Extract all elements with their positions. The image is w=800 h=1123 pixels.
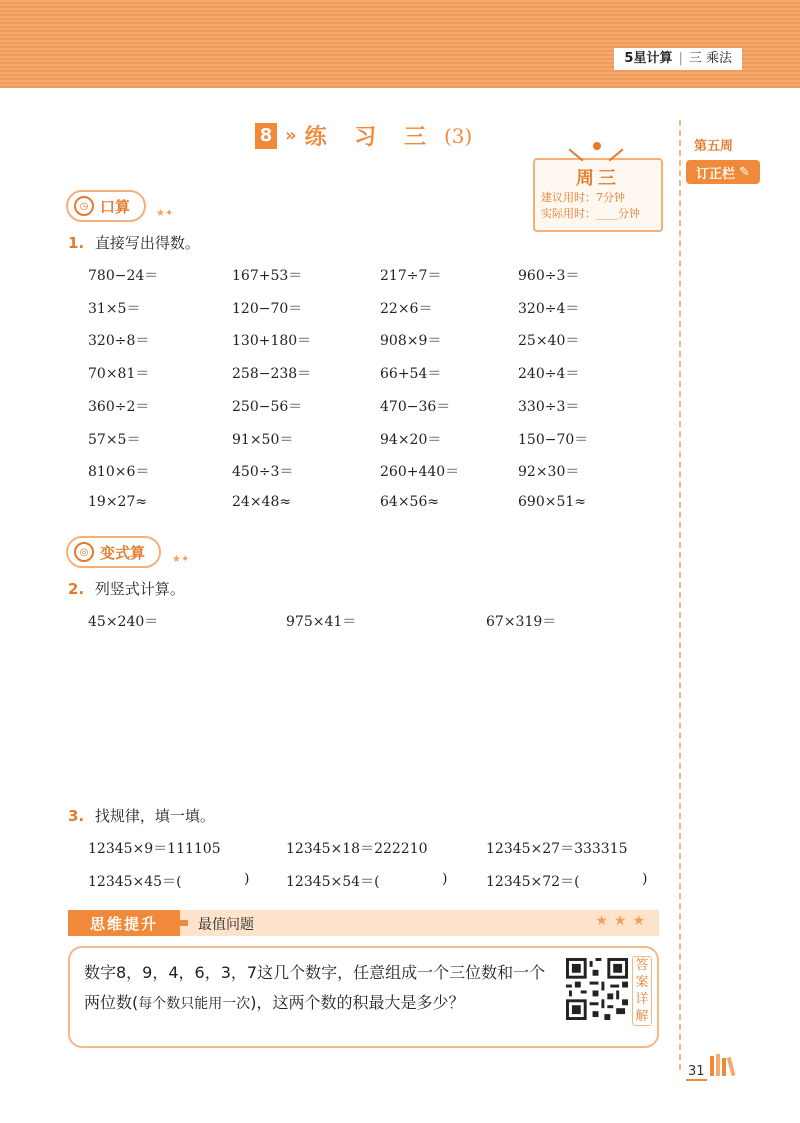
- page-title: [255, 120, 472, 151]
- oral-calc-item: 320÷4＝: [518, 300, 580, 317]
- thinking-banner: [68, 910, 659, 936]
- oral-calc-item: 167+53＝: [232, 268, 303, 284]
- target-icon: ◎: [74, 542, 94, 562]
- thinking-topic: 最值问题: [198, 917, 254, 933]
- oral-calc-item: 150−70＝: [518, 431, 589, 448]
- oral-calc-item: 908×9＝: [380, 333, 442, 350]
- oral-calc-item: 330÷3＝: [518, 398, 580, 415]
- question-number: 1.: [68, 234, 85, 252]
- blank-close: ): [642, 871, 648, 887]
- oral-calc-item: 57×5＝: [88, 431, 141, 448]
- oral-calc-item: 320÷8＝: [88, 333, 150, 350]
- correction-label: 订正栏: [696, 166, 736, 182]
- oral-calc-item: 91×50＝: [232, 431, 294, 448]
- hanger-line-left: [568, 148, 583, 161]
- section-oral-calc: [66, 190, 146, 222]
- lesson-title: 练 习 三: [304, 125, 436, 150]
- oral-calc-item: 260+440＝: [380, 464, 460, 481]
- problem-line-2: [84, 988, 564, 1019]
- qr-code-icon[interactable]: [566, 958, 628, 1020]
- thinking-tag: 思维提升: [68, 910, 180, 936]
- oral-calc-item: 240÷4＝: [518, 366, 580, 383]
- hanger-line-right: [608, 148, 623, 161]
- problem-text: [84, 958, 564, 1019]
- vertical-calc-item: 67×319＝: [486, 614, 557, 630]
- section-label: 口算: [100, 197, 131, 216]
- section-label: 变式算: [100, 543, 146, 562]
- oral-calc-item: 470−36＝: [380, 398, 451, 415]
- pattern-blank: 12345×54＝(: [286, 874, 380, 890]
- page-divider: [679, 120, 681, 1070]
- problem-line-1: 数字8，9，4，6，3，7这几个数字，任意组成一个三位数和一个: [84, 963, 546, 982]
- pattern-item: 12345×27＝333315: [486, 841, 628, 857]
- oral-calc-item: 450÷3＝: [232, 464, 294, 481]
- stars-icon: ★✦: [172, 554, 190, 565]
- pencil-icon: ✎: [739, 164, 750, 180]
- oral-calc-item: 360÷2＝: [88, 398, 150, 415]
- oral-calc-item: 92×30＝: [518, 464, 580, 481]
- suggested-time: 建议用时：7分钟: [541, 191, 625, 204]
- oral-calc-item: 31×5＝: [88, 300, 141, 317]
- question-text: 直接写出得数。: [94, 234, 200, 252]
- problem-line-2b: 每个数只能用一次: [138, 996, 251, 1012]
- day-card: [533, 158, 663, 232]
- oral-calc-item: 690×51≈: [518, 493, 586, 510]
- problem-box: [68, 946, 659, 1048]
- oral-calc-item: 94×20＝: [380, 431, 442, 448]
- pattern-item: 12345×9＝111105: [88, 841, 221, 857]
- lesson-number: 8: [255, 123, 277, 149]
- oral-calc-item: 960÷3＝: [518, 268, 580, 284]
- oral-calc-item: 258−238＝: [232, 366, 312, 383]
- lesson-subtitle: (3): [443, 123, 473, 148]
- oral-calc-item: 250−56＝: [232, 398, 303, 415]
- books-icon: [710, 1054, 740, 1076]
- oral-calc-item: 780−24＝: [88, 268, 159, 284]
- hanger-icon: [593, 142, 601, 150]
- oral-calc-item: 217÷7＝: [380, 268, 442, 284]
- stars-icon: ★✦: [156, 208, 174, 219]
- oral-calc-item: 130+180＝: [232, 333, 312, 350]
- question-number: 3.: [68, 807, 85, 825]
- oral-calc-item: 70×81＝: [88, 366, 150, 383]
- problem-line-2a: 两位数(: [84, 993, 139, 1012]
- book-title: 5星计算: [624, 51, 673, 66]
- oral-calc-item: 810×6＝: [88, 464, 150, 481]
- vertical-calc-item: 975×41＝: [286, 614, 357, 630]
- question-text: 找规律，填一填。: [94, 807, 215, 825]
- header-tab: [614, 48, 742, 70]
- problem-line-2c: )，这两个数的积最大是多少？: [250, 993, 465, 1012]
- difficulty-stars-icon: ★★★: [595, 913, 651, 929]
- blank-close: ): [244, 871, 250, 887]
- week-label: 第五周: [694, 139, 734, 154]
- answer-detail-link[interactable]: 答案详解: [632, 956, 652, 1026]
- oral-calc-item: 120−70＝: [232, 300, 303, 317]
- oral-calc-item: 22×6＝: [380, 300, 433, 317]
- vertical-calc-item: 45×240＝: [88, 614, 159, 630]
- question-1: [68, 232, 200, 253]
- question-3: [68, 805, 215, 826]
- blank-close: ): [442, 871, 448, 887]
- oral-calc-item: 24×48≈: [232, 493, 292, 510]
- section-variant-calc: [66, 536, 161, 568]
- actual-time: 实际用时：____分钟: [541, 207, 640, 220]
- question-2: [68, 578, 185, 599]
- title-arrow-icon: »: [285, 125, 297, 146]
- question-number: 2.: [68, 580, 85, 598]
- pattern-item: 12345×18＝222210: [286, 841, 428, 857]
- stopwatch-icon: ◷: [74, 196, 94, 216]
- header-bar: [0, 0, 800, 88]
- pattern-blank: 12345×72＝(: [486, 874, 580, 890]
- oral-calc-item: 19×27≈: [88, 493, 148, 510]
- correction-column: [686, 160, 760, 184]
- oral-calc-item: 64×56≈: [380, 493, 440, 510]
- header-separator: |: [678, 51, 683, 66]
- oral-calc-item: 25×40＝: [518, 333, 580, 350]
- page-number: 31: [688, 1064, 705, 1079]
- pattern-blank: 12345×45＝(: [88, 874, 182, 890]
- question-text: 列竖式计算。: [94, 580, 185, 598]
- day-label: 周三: [576, 168, 620, 189]
- unit-title: 三 乘法: [688, 51, 732, 66]
- oral-calc-item: 66+54＝: [380, 366, 442, 383]
